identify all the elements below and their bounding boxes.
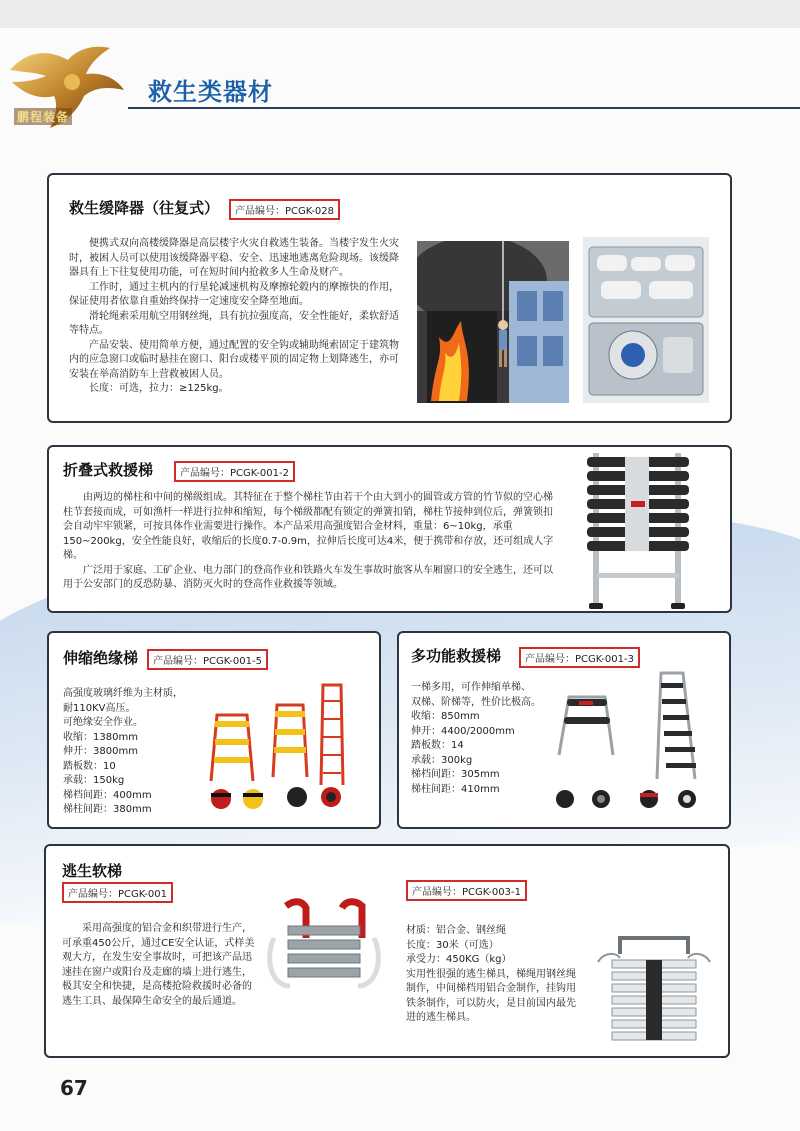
product-code: 产品编号：PCGK-028 (229, 199, 340, 220)
description-paragraph: 采用高强度的铝合金和织带进行生产，可承重450公斤，通过CE安全认证，式样美观大方，在发生安全事故时，可把该产品迅速挂在窗户或阳台及走廊的墙上进行逃生，极其安全和快捷，是高楼抢险救援时必备的逃生工具、最保障生命安全的最后通道。 (62, 923, 255, 1007)
description-paragraph: 长度：可选，拉力：≥125kg。 (89, 383, 229, 394)
spec-line: 收缩：850mm (411, 711, 480, 722)
fire-rescue-photo (417, 241, 569, 403)
spec-line: 耐110KV高压。 (63, 702, 136, 714)
product-card-insulated-ladder (47, 631, 381, 829)
spec-line: 梯档间距：400mm (63, 789, 152, 801)
description-paragraph: 工作时，通过主机内的行星轮减速机构及摩擦轮毂内的摩擦快的作用，保证使用者依靠自重始终保持一定速度安全降至地面。 (69, 281, 399, 307)
page-number: 67 (60, 1076, 88, 1100)
spec-line: 可绝缘安全作业。 (63, 717, 143, 728)
product-code: 产品编号：PCGK-001-2 (174, 461, 295, 482)
spec-line: 伸开：3800mm (63, 746, 138, 757)
product-card-descender (47, 173, 732, 423)
product-code: 产品编号：PCGK-001-5 (147, 649, 268, 670)
spec-line: 双梯、阶梯等，性价比极高。 (411, 696, 541, 708)
product-description (62, 922, 260, 1009)
spec-line: 梯档间距：305mm (411, 769, 500, 780)
spec-line: 承载：300kg (411, 754, 473, 766)
spec-line: 长度：30米（可选） (406, 939, 499, 951)
product-description (69, 237, 407, 397)
multifunction-ladder-photo (549, 669, 713, 819)
spec-line: 材质：铝合金、钢丝绳 (406, 925, 506, 936)
folding-ladder-photo (579, 453, 697, 609)
page-title: 救生类器材 (148, 78, 273, 106)
spec-line: 踏板数：10 (63, 760, 116, 772)
top-band (0, 0, 800, 28)
product-description (63, 491, 555, 593)
header-rule (128, 107, 800, 109)
product-title: 逃生软梯 (62, 862, 123, 880)
spec-line: 踏板数：14 (411, 740, 464, 751)
spec-line: 高强度玻璃纤维为主材质， (63, 688, 183, 699)
steel-rope-ladder-photo (594, 934, 714, 1050)
product-specs (63, 687, 213, 818)
description-paragraph: 产品安装、使用简单方便，通过配置的安全钩或辅助绳索固定于建筑物内的应急窗口或临时悬挂在窗口、阳台或楼平顶的固定物上划降逃生，亦可安装在举高消防车上营救被困人员。 (69, 339, 399, 380)
spec-line: 伸开：4400/2000mm (411, 725, 515, 737)
product-specs (406, 924, 584, 1026)
product-code: 产品编号：PCGK-001 (62, 882, 173, 903)
rope-ladder-photo (264, 898, 384, 998)
spec-line: 梯柱间距：410mm (411, 783, 500, 795)
product-title: 救生缓降器（往复式） (69, 199, 220, 217)
description-paragraph: 广泛用于家庭、工矿企业、电力部门的登高作业和铁路火车发生事故时旅客从车厢窗口的安全逃生，还可以用于公安部门的反恐防暴、消防灭火时的登高作业救援等领域。 (63, 564, 553, 590)
product-code: 产品编号：PCGK-003-1 (406, 880, 527, 901)
spec-line: 梯柱间距：380mm (63, 804, 152, 815)
descender-kit-photo (583, 237, 709, 403)
description-paragraph: 滑轮绳索采用航空用钢丝绳，具有抗拉强度高，安全性能好，柔软舒适等特点。 (69, 310, 399, 336)
spec-line: 一梯多用，可作伸缩单梯、 (411, 682, 531, 693)
product-title: 伸缩绝缘梯 (63, 649, 139, 667)
product-title: 折叠式救援梯 (63, 461, 154, 479)
spec-line: 承载：150kg (63, 775, 125, 786)
insulated-ladder-photo (203, 681, 353, 817)
product-card-rope-ladder (44, 844, 730, 1058)
spec-line: 承受力：450KG（kg） (406, 954, 512, 965)
product-card-folding-ladder (47, 445, 732, 613)
description-paragraph: 便携式双向高楼缓降器是高层楼宇火灾自救逃生装备。当楼宇发生火灾时，被困人员可以使用该缓降器平稳、安全、迅速地逃离危险现场。该缓降器具有上下往复使用功能，可在短时间内抢救多人生命及财产。 (69, 238, 399, 278)
product-title: 多功能救援梯 (411, 647, 502, 665)
logo-wordmark: 鹏程装备 (14, 108, 72, 125)
product-specs (411, 681, 571, 797)
spec-line: 实用性很强的逃生梯具，梯绳用钢丝绳制作，中间梯档用铝合金制作，挂钩用铁条制作，可以防火，是目前国内最先进的逃生梯具。 (406, 968, 576, 1023)
product-card-multifunction-ladder (397, 631, 731, 829)
spec-line: 收缩：1380mm (63, 731, 138, 743)
product-code: 产品编号：PCGK-001-3 (519, 647, 640, 668)
description-paragraph: 由两边的梯柱和中间的梯级组成。其特征在于整个梯柱节由若干个由大到小的圆管或方管的竹节似的空心梯柱节套接而成，可如渔杆一样进行拉伸和缩短，每个梯级都配有锁定的弹簧扣销，梯柱节接伸到位后，弹簧锁扣会自动牢牢锁紧，可按具体作业需要进行操作。本产品采用高强度铝合金材料，重量：6~10kg，承重150~200kg，安全性能良好，收缩后的长度0.7-0.9m，拉伸后长度可达4米，便于携带和存放，还可组成人字梯。 (63, 492, 554, 561)
